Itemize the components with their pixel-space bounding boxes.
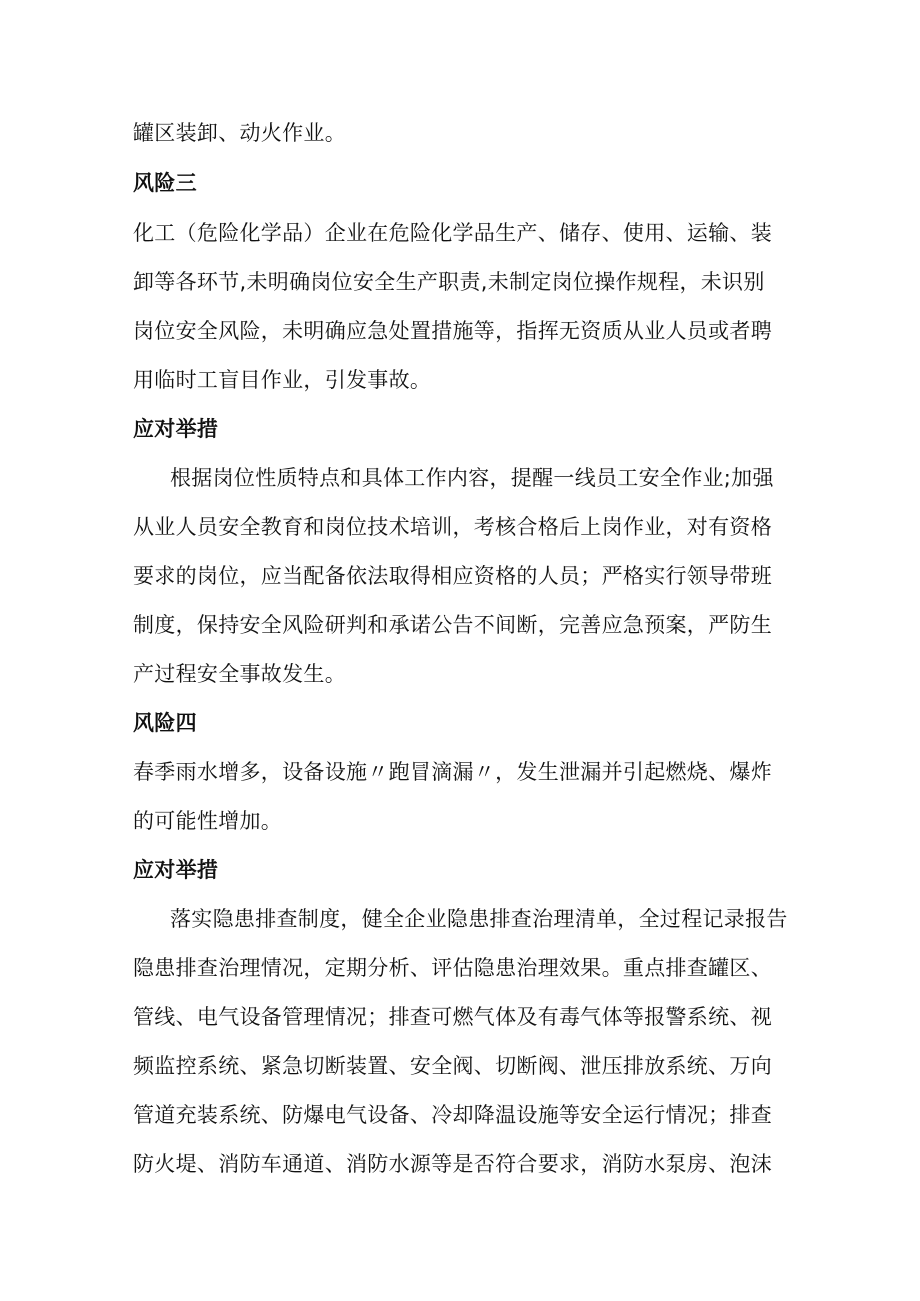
- paragraph-line: 防火堤、消防车通道、消防水源等是否符合要求，消防水泵房、泡沫: [133, 1152, 772, 1176]
- paragraph-line: 落实隐患排查制度，健全企业隐患排查治理清单，全过程记录报告: [170, 907, 788, 931]
- section-heading-risk-3: 风险三: [133, 171, 197, 195]
- paragraph-line: 春季雨水增多，设备设施〃跑冒滴漏〃，发生泄漏并引起燃烧、爆炸: [133, 760, 772, 784]
- paragraph-line: 卸等各环节,未明确岗位安全生产职责,未制定岗位操作规程，未识别: [133, 270, 765, 294]
- paragraph-line: 管线、电气设备管理情况；排查可燃气体及有毒气体等报警系统、视: [133, 1005, 772, 1029]
- paragraph-line: 用临时工盲目作业，引发事故。: [133, 368, 432, 392]
- paragraph-line: 要求的岗位，应当配备依法取得相应资格的人员；严格实行领导带班: [133, 564, 772, 588]
- section-heading-measures: 应对举措: [133, 417, 219, 441]
- paragraph-line: 罐区装卸、动火作业。: [133, 121, 346, 145]
- paragraph-line: 管道充装系统、防爆电气设备、冷却降温设施等安全运行情况；排查: [133, 1103, 772, 1127]
- paragraph-line: 的可能性增加。: [133, 809, 283, 833]
- paragraph-line: 根据岗位性质特点和具体工作内容，提醒一线员工安全作业;加强: [170, 466, 774, 490]
- paragraph-line: 化工（危险化学品）企业在危险化学品生产、储存、使用、运输、装: [133, 221, 772, 245]
- section-heading-measures: 应对举措: [133, 858, 219, 882]
- paragraph-line: 隐患排查治理情况，定期分析、评估隐患治理效果。重点排查罐区、: [133, 956, 772, 980]
- paragraph-line: 制度，保持安全风险研判和承诺公告不间断，完善应急预案，严防生: [133, 613, 772, 637]
- paragraph-line: 从业人员安全教育和岗位技术培训，考核合格后上岗作业，对有资格: [133, 515, 772, 539]
- paragraph-line: 产过程安全事故发生。: [133, 662, 346, 686]
- section-heading-risk-4: 风险四: [133, 711, 197, 735]
- paragraph-line: 频监控系统、紧急切断装置、安全阀、切断阀、泄压排放系统、万向: [133, 1054, 772, 1078]
- paragraph-line: 岗位安全风险，未明确应急处置措施等，指挥无资质从业人员或者聘: [133, 319, 772, 343]
